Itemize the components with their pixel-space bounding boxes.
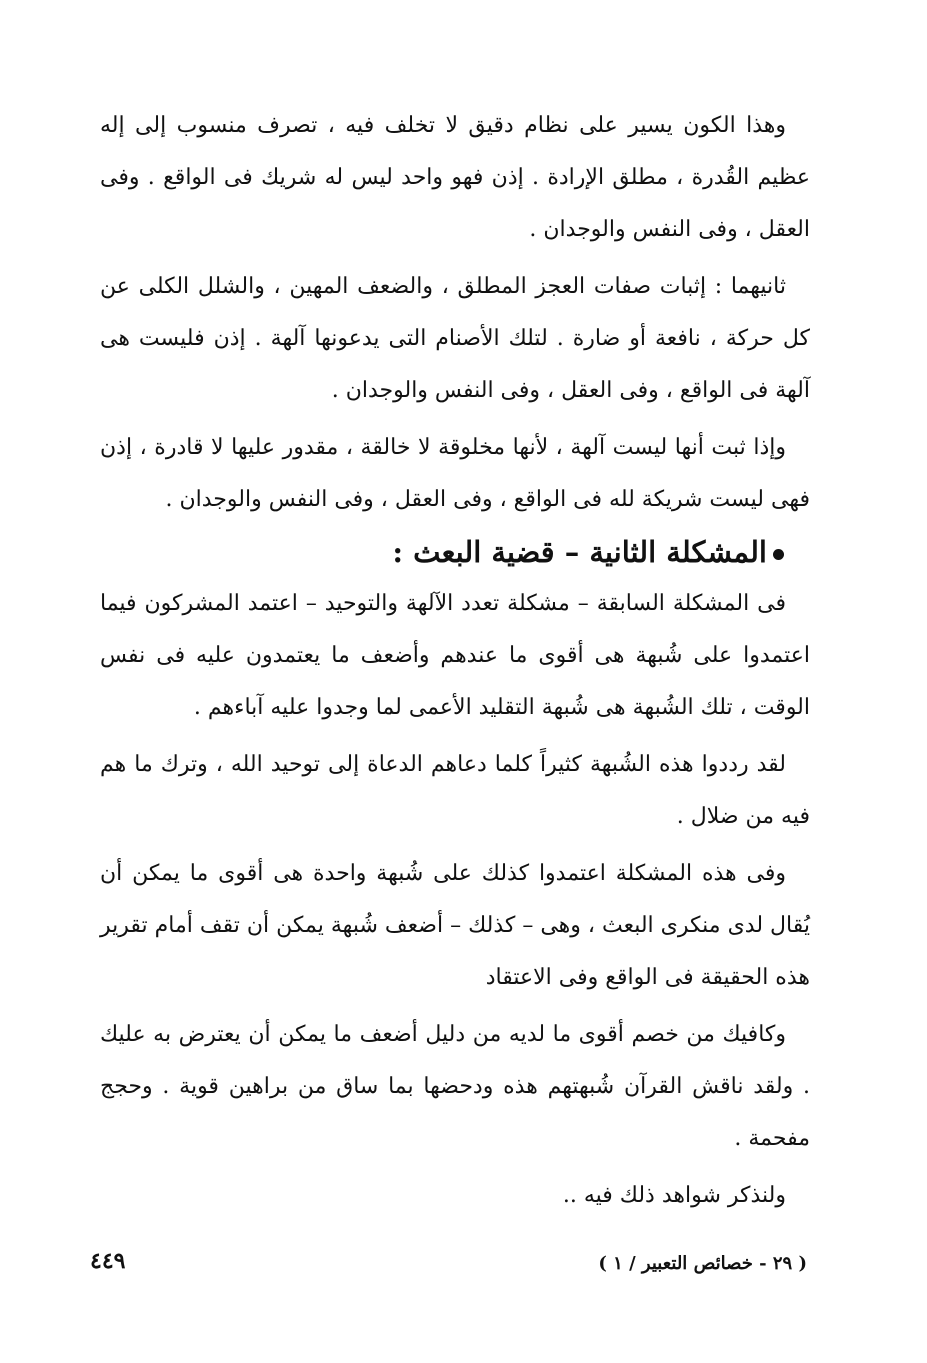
paragraph-4: فى المشكلة السابقة – مشكلة تعدد الآلهة والتوحيد – اعتمد المشركون فيما اعتمدوا على شُبهة هى أقوى ما عندهم وأضعف ما يعتمدون عليه فى نفس الوقت ، تلك الشُبهة هى شُبهة التقليد الأعمى لما وجدوا عليه آباءهم . bbox=[100, 591, 810, 720]
paragraph-7: وكافيك من خصم أقوى ما لديه من دليل أضعف ما يمكن أن يعترض به عليك . ولقد ناقش القرآن شُبهتهم هذه ودحضها بما ساق من براهين قوية . وحجج مفحمة . bbox=[100, 1022, 810, 1151]
section-heading bbox=[100, 526, 810, 578]
paragraph-5: لقد رددوا هذه الشُبهة كثيراً كلما دعاهم الدعاة إلى توحيد الله ، وترك ما هم فيه من ضلال . bbox=[100, 752, 810, 829]
paragraph-8: ولنذكر شواهد ذلك فيه .. bbox=[562, 1183, 786, 1208]
paragraph-2: ثانيهما : إثبات صفات العجز المطلق ، والضعف المهين ، والشلل الكلى عن كل حركة ، نافعة أو ضارة . لتلك الأصنام التى يدعونها آلهة . إذن فليست هى آلهة فى الواقع ، وفى العقل ، وفى النفس والوجدان . bbox=[100, 274, 810, 403]
section-heading-text: المشكلة الثانية – قضية البعث : bbox=[392, 535, 767, 569]
paragraph-1: وهذا الكون يسير على نظام دقيق لا تخلف فيه ، تصرف منسوب إلى إله عظيم القُدرة ، مطلق الإرادة . إذن فهو واحد ليس له شريك فى الواقع . وفى العقل ، وفى النفس والوجدان . bbox=[100, 113, 810, 242]
page-number: ٤٤٩ bbox=[90, 1248, 126, 1274]
paragraph-3: وإذا ثبت أنها ليست آلهة ، لأنها مخلوقة لا خالقة ، مقدور عليها لا قادرة ، إذن فهى ليست شريكة لله فى الواقع ، وفى العقل ، وفى النفس والوجدان . bbox=[100, 435, 810, 512]
paragraph-6: وفى هذه المشكلة اعتمدوا كذلك على شُبهة واحدة هى أقوى ما يمكن أن يُقال لدى منكرى البعث ، وهى – كذلك – أضعف شُبهة يمكن أن تقف أمام تقرير هذه الحقيقة فى الواقع وفى الاعتقاد bbox=[100, 861, 810, 990]
footer-reference: ( ٢٩ - خصائص التعبير / ١ ) bbox=[598, 1253, 807, 1274]
bullet-icon bbox=[773, 549, 784, 560]
page-body bbox=[100, 100, 810, 1222]
